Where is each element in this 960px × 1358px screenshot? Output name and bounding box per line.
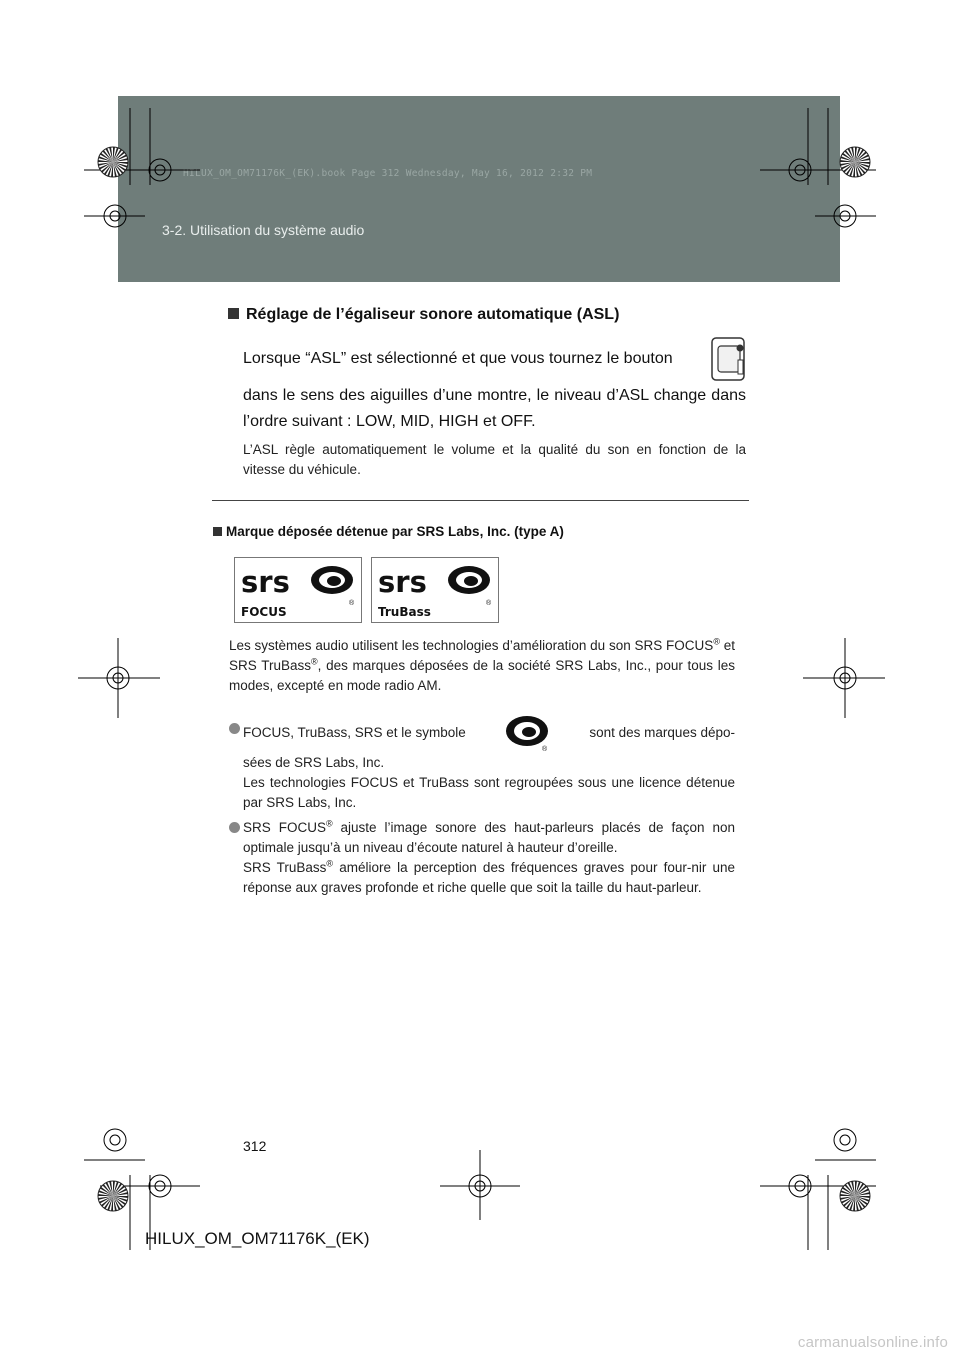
burst-segment: [106, 1182, 114, 1196]
burst-segment: [98, 1196, 113, 1200]
burst-segment: [846, 162, 855, 175]
burst-segment: [113, 162, 117, 177]
asl-note: L’ASL règle automatiquement le volume et la qualité du son en fonction de la vitesse du véhicule.: [243, 442, 746, 477]
srs-intro: Les systèmes audio utilisent les technologies d’amélioration du son SRS FOCUS® et SRS TruBass®, des marques déposées de la société SRS Labs, Inc., pour tous les modes, excepté en mode radio AM.: [229, 636, 736, 693]
burst-segment: [851, 147, 855, 162]
burst-segment: [106, 148, 114, 162]
svg-text:®: ®: [349, 600, 355, 607]
srs-heading: Marque déposée détenue par SRS Labs, Inc. (type A): [213, 524, 564, 539]
burst-segment: [102, 150, 113, 162]
burst-segment: [113, 1196, 127, 1202]
burst-segment: [855, 1183, 864, 1196]
burst-segment: [855, 1196, 868, 1205]
burst-segment: [855, 149, 864, 162]
square-bullet-icon: [228, 308, 239, 319]
burst-segment: [855, 1185, 867, 1196]
watermark: carmanualsonline.info: [797, 1334, 948, 1351]
burst-segment: [848, 148, 856, 162]
burst-segment: [99, 1196, 113, 1204]
burst-segment: [849, 1196, 855, 1210]
page-number: 312: [243, 1138, 267, 1154]
burst-segment: [113, 147, 115, 162]
burst-segment: [113, 1196, 124, 1208]
burst-segment: [113, 1181, 115, 1196]
burst-segment: [855, 162, 859, 177]
srs-bullet-2: SRS FOCUS® ajuste l’image sonore des haut-parleurs placés de façon non optimale jusqu’à un niveau d’écoute naturel à hauteur d’oreille. SRS TruBass® améliore la perception des fréquences graves pour four-nir une réponse aux graves profonde et riche quelle que soit la taille du haut-parleur.: [229, 818, 735, 898]
burst-segment: [855, 1182, 861, 1196]
bullet-dot-icon: [229, 723, 240, 734]
volume-knob-icon: [710, 336, 746, 382]
focus-caption: FOCUS: [241, 605, 287, 619]
burst-segment: [99, 156, 113, 162]
burst-segment: [840, 1196, 855, 1200]
burst-segment: [853, 162, 855, 177]
burst-segment: [849, 162, 855, 176]
srs-wordmark: srs: [241, 565, 290, 599]
burst-segment: [841, 1190, 855, 1196]
burst-segment: [855, 1192, 870, 1196]
srs-focus-logo: [234, 557, 362, 623]
book-stamp: HILUX_OM_OM71176K_(EK).book Page 312 Wednesday, May 16, 2012 2:32 PM: [183, 168, 593, 179]
burst-segment: [855, 1196, 870, 1198]
burst-segment: [113, 1196, 128, 1198]
burst-segment: [113, 1196, 117, 1211]
burst-segment: [840, 160, 855, 162]
burst-segment: [855, 162, 863, 176]
burst-segment: [111, 1196, 113, 1211]
srs-wordmark: srs: [378, 565, 427, 599]
header-band: [118, 96, 840, 282]
burst-segment: [841, 162, 855, 170]
burst-segment: [855, 162, 866, 174]
burst-segment: [855, 162, 870, 164]
burst-segment: [853, 1196, 855, 1211]
section-label: 3-2. Utilisation du système audio: [162, 222, 365, 238]
asl-paragraph-line1: Lorsque “ASL” est sélectionné et que vous tournez le bouton: [243, 350, 673, 367]
burst-segment: [844, 150, 855, 162]
square-bullet-icon: [213, 527, 222, 536]
burst-segment: [109, 147, 113, 162]
burst-segment: [109, 1181, 113, 1196]
srs-trubass-logo: [371, 557, 499, 623]
burst-segment: [851, 1181, 855, 1196]
burst-segment: [855, 162, 869, 168]
burst-segment: [113, 1183, 122, 1196]
asl-heading: Réglage de l’égaliseur sonore automatique (ASL): [228, 306, 619, 324]
burst-segment: [98, 162, 113, 166]
burst-segment: [843, 162, 855, 173]
burst-segment: [113, 1196, 126, 1205]
burst-segment: [855, 148, 861, 162]
burst-segment: [841, 1196, 855, 1204]
burst-segment: [842, 1187, 855, 1196]
burst-segment: [101, 162, 113, 173]
burst-segment: [98, 160, 113, 162]
burst-segment: [844, 1184, 855, 1196]
srs-symbol-icon: [504, 713, 552, 753]
registration-burst-icon: [840, 1181, 870, 1211]
srs-focus-logo-icon: [235, 558, 361, 622]
srs-bullet-1: FOCUS, TruBass, SRS et le symbole ® sont des marques dépo- sées de SRS Labs, Inc. Les technologies FOCUS et TruBass sont regroupées sous une licence détenue par SRS Labs, Inc.: [229, 713, 735, 813]
burst-segment: [840, 162, 855, 166]
asl-paragraph-rest: dans le sens des aiguilles d’une montre, le niveau d’ASL change dans l’ordre suivant : LOW, MID, HIGH et OFF.: [243, 387, 746, 430]
burst-segment: [843, 1196, 855, 1207]
svg-text:®: ®: [541, 746, 547, 753]
burst-segment: [113, 1182, 119, 1196]
burst-segment: [113, 1192, 128, 1196]
section-divider: [212, 500, 749, 501]
burst-segment: [113, 1196, 121, 1210]
burst-segment: [107, 1196, 113, 1210]
burst-segment: [841, 156, 855, 162]
footer-code: HILUX_OM_OM71176K_(EK): [145, 1229, 370, 1248]
burst-segment: [855, 158, 870, 162]
burst-segment: [855, 151, 867, 162]
burst-segment: [855, 1196, 859, 1211]
burst-segment: [104, 162, 113, 175]
burst-segment: [855, 162, 868, 171]
burst-segment: [99, 1190, 113, 1196]
burst-segment: [104, 1196, 113, 1209]
burst-segment: [107, 162, 113, 176]
burst-segment: [111, 162, 113, 177]
burst-segment: [855, 1196, 863, 1210]
srs-trubass-logo-icon: [372, 558, 498, 622]
burst-segment: [855, 155, 869, 163]
burst-segment: [113, 1185, 125, 1196]
burst-segment: [855, 1189, 869, 1197]
burst-segment: [100, 153, 113, 162]
burst-segment: [102, 1184, 113, 1196]
burst-segment: [855, 1196, 866, 1208]
bullet-dot-icon: [229, 822, 240, 833]
burst-segment: [842, 153, 855, 162]
burst-segment: [99, 162, 113, 170]
burst-segment: [100, 1187, 113, 1196]
burst-segment: [840, 1194, 855, 1196]
registration-burst-icon: [840, 147, 870, 177]
burst-segment: [855, 1181, 857, 1196]
burst-segment: [855, 1196, 869, 1202]
trubass-caption: TruBass: [378, 605, 431, 619]
burst-segment: [98, 1194, 113, 1196]
registration-burst-icon: [98, 1181, 128, 1211]
burst-segment: [846, 1196, 855, 1209]
burst-segment: [101, 1196, 113, 1207]
svg-text:®: ®: [486, 600, 492, 607]
burst-segment: [848, 1182, 856, 1196]
burst-segment: [113, 1189, 127, 1197]
burst-segment: [855, 147, 857, 162]
